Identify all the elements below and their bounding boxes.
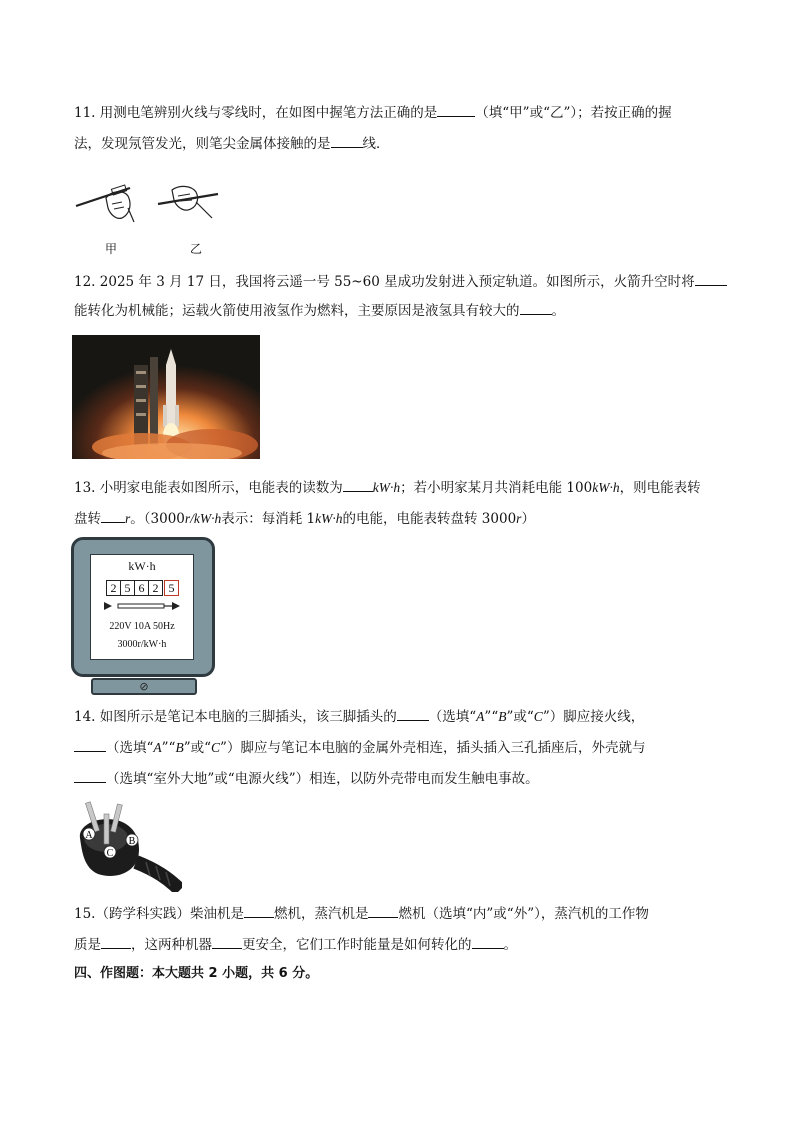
q15-line2: 质是 ，这两种机器 更安全，它们工作时能量是如何转化的 。 — [74, 934, 517, 955]
test-pencil-figure — [72, 180, 222, 230]
plug-label-b: B — [128, 836, 136, 847]
section-four-heading: 四、作图题：本大题共 2 小题，共 6 分。 — [74, 966, 319, 981]
three-pin-plug-figure — [76, 800, 182, 892]
answer-blank[interactable] — [437, 102, 475, 117]
answer-blank[interactable] — [74, 768, 106, 783]
meter-rate: 3000r/kW·h — [117, 639, 167, 650]
q13-line1: 13. 小明家电能表如图所示，电能表的读数为 kW·h；若小明家某月共消耗电能 100kW·h，则电能表转 — [74, 477, 701, 498]
meter-digit: 5 — [121, 580, 135, 596]
rocket-launch-icon — [72, 335, 260, 459]
meter-button: ⊘ — [91, 678, 197, 695]
q12-line2: 能转化为机械能；运载火箭使用液氢作为燃料，主要原因是液氢具有较大的 。 — [74, 300, 565, 321]
plug-label-a: A — [85, 830, 93, 841]
answer-blank[interactable] — [101, 934, 131, 949]
answer-blank[interactable] — [520, 300, 552, 315]
caption-jia: 甲 — [105, 242, 118, 256]
answer-blank[interactable] — [74, 737, 106, 752]
meter-disc-arrow-icon — [104, 601, 180, 611]
caption-yi: 乙 — [190, 242, 203, 256]
meter-digit: 6 — [135, 580, 149, 596]
answer-blank[interactable] — [244, 903, 274, 918]
answer-blank[interactable] — [101, 508, 125, 523]
answer-blank[interactable] — [472, 934, 504, 949]
meter-digits — [106, 580, 179, 596]
meter-digit: 2 — [106, 580, 121, 596]
plug-label-c: C — [106, 848, 114, 859]
answer-blank[interactable] — [343, 477, 373, 492]
q14-line2: （选填“A”“B”或“C”）脚应与笔记本电脑的金属外壳相连，插头插入三孔插座后，外壳就与 — [74, 737, 645, 758]
meter-digit: 2 — [149, 580, 163, 596]
q14-line3: （选填“室外大地”或“电源火线”）相连，以防外壳带电而发生触电事故。 — [74, 768, 539, 789]
q15-line1: 15.（跨学科实践）柴油机是 燃机，蒸汽机是 燃机（选填“内”或“外”），蒸汽机的工作物 — [74, 903, 649, 924]
q12-line1: 12. 2025 年 3 月 17 日，我国将云遥一号 55~60 星成功发射进入预定轨道。如图所示，火箭升空时将 — [74, 271, 727, 292]
answer-blank[interactable] — [397, 706, 429, 721]
answer-blank[interactable] — [368, 903, 398, 918]
answer-blank[interactable] — [695, 271, 727, 286]
q13-line2: 盘转 r。（3000r/kW·h表示：每消耗 1kW·h的电能，电能表转盘转 3000r） — [74, 508, 535, 529]
q11-line2: 法，发现氖管发光，则笔尖金属体接触的是 线． — [74, 133, 390, 154]
meter-unit: kW·h — [128, 559, 156, 573]
meter-digit-decimal: 5 — [164, 580, 179, 596]
hand-holding-test-pencil-icon — [72, 180, 222, 230]
electric-meter — [71, 537, 215, 695]
three-pin-plug-icon — [76, 800, 182, 892]
answer-blank[interactable] — [331, 133, 363, 148]
q14-line1: 14. 如图所示是笔记本电脑的三脚插头，该三脚插头的 （选填“A”“B”或“C”）脚应接火线， — [74, 706, 644, 727]
q11-line1: 11. 用测电笔辨别火线与零线时，在如图中握笔方法正确的是 （填“甲”或“乙”）；若按正确的握 — [74, 102, 672, 123]
answer-blank[interactable] — [212, 934, 242, 949]
meter-spec: 220V 10A 50Hz — [109, 621, 175, 632]
rocket-launch-photo — [72, 335, 260, 459]
